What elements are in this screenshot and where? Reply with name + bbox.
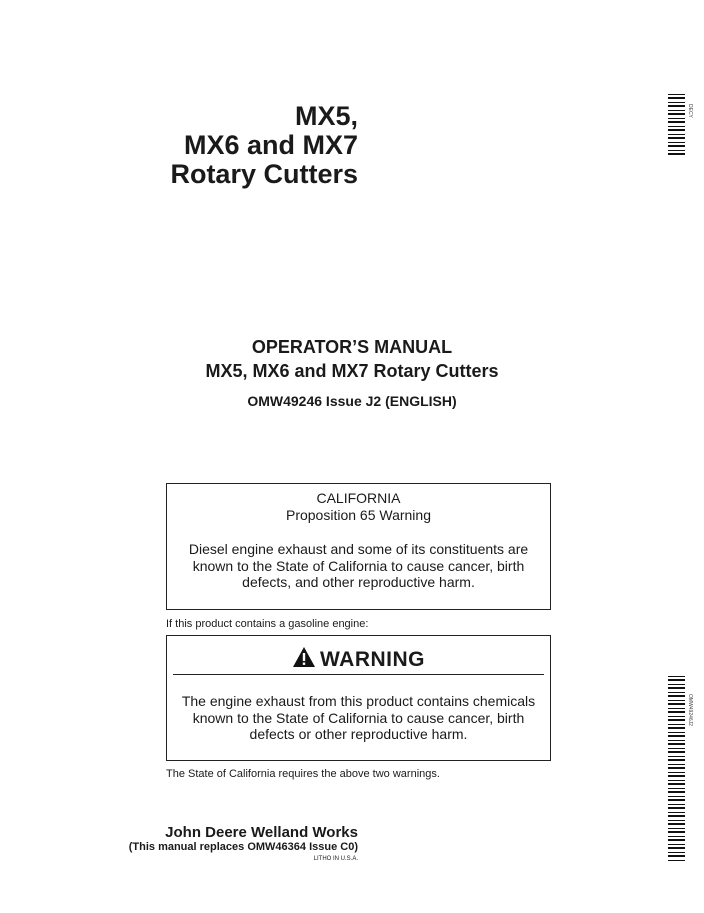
- barcode-stripe: [668, 684, 685, 685]
- barcode-stripe: [668, 823, 685, 825]
- barcode-stripe: [668, 839, 685, 841]
- barcode-stripe: [668, 783, 685, 785]
- barcode-stripe: [668, 748, 685, 749]
- title-line-2: MX6 and MX7: [183, 130, 358, 160]
- barcode-stripe: [668, 708, 685, 709]
- barcode-stripe: [668, 788, 685, 789]
- barcode-stripe: [668, 759, 685, 761]
- barcode-stripe: [668, 780, 685, 781]
- barcode-stripe: [668, 828, 685, 829]
- litho-note: LITHO IN U.S.A.: [313, 856, 358, 862]
- barcode-stripe: [668, 847, 685, 849]
- barcode-stripe: [668, 129, 685, 131]
- barcode-stripe: [668, 134, 685, 135]
- barcode-stripe: [668, 836, 685, 837]
- title-line-1: MX5,: [294, 101, 358, 131]
- barcode-stripe: [668, 145, 685, 147]
- barcode-stripe: [668, 767, 685, 769]
- barcode-stripe: [668, 775, 685, 777]
- barcode-stripe: [668, 703, 685, 705]
- prop65-subheading: Proposition 65 Warning: [285, 506, 431, 523]
- barcode-stripe: [668, 102, 685, 103]
- replaces-note: (This manual replaces OMW46364 Issue C0): [128, 841, 358, 853]
- barcode-stripe: [668, 695, 685, 697]
- barcode-stripe: [668, 855, 685, 857]
- barcode-stripe: [668, 743, 685, 745]
- barcode-stripe: [668, 740, 685, 741]
- barcode-stripe: [668, 820, 685, 821]
- barcode-stripe: [668, 121, 685, 123]
- barcode-stripe: [668, 137, 685, 139]
- barcode-stripe: [668, 812, 685, 813]
- barcode-stripe: [668, 807, 685, 809]
- barcode-stripe: [668, 97, 685, 99]
- prop65-heading: CALIFORNIA: [316, 490, 401, 506]
- barcode-stripe: [668, 110, 685, 111]
- barcode-stripe: [668, 804, 685, 805]
- barcode-stripe: [668, 756, 685, 757]
- title-line-3: Rotary Cutters: [170, 159, 358, 189]
- barcode-stripe: [668, 679, 685, 681]
- barcode-stripe: [668, 732, 685, 733]
- warning-body: The engine exhaust from this product contains chemicals known to the State of California to cause cancer, birth defects or other reproductive harm.: [181, 693, 536, 742]
- barcode-stripe: [668, 799, 685, 801]
- state-note: The State of California requires the above two warnings.: [166, 768, 440, 780]
- warning-triangle-icon: [292, 646, 316, 668]
- barcode-stripe: [668, 852, 685, 853]
- barcode-stripe: [668, 700, 685, 701]
- barcode-stripe: [668, 791, 685, 793]
- bottom-barcode-digits: OMW49246J2: [687, 694, 693, 726]
- barcode-stripe: [668, 727, 685, 729]
- barcode-stripe: [668, 113, 685, 115]
- barcode-stripe: [668, 676, 685, 677]
- manual-heading: OPERATOR’S MANUAL: [251, 337, 453, 357]
- bottom-barcode: [668, 676, 693, 862]
- barcode-stripe: [668, 150, 685, 151]
- barcode-stripe: [668, 735, 685, 737]
- barcode-stripe: [668, 153, 685, 155]
- barcode-stripe: [668, 692, 685, 693]
- warning-header: [173, 646, 544, 675]
- top-barcode-digits: DECY: [687, 104, 693, 118]
- barcode-stripe: [668, 844, 685, 845]
- prop65-warning-box: [166, 483, 551, 610]
- gasoline-warning-box: [166, 635, 551, 761]
- top-barcode: [668, 94, 693, 158]
- barcode-stripe: [668, 724, 685, 725]
- barcode-stripe: [668, 831, 685, 833]
- gasoline-note: If this product contains a gasoline engine:: [166, 618, 369, 630]
- barcode-stripe: [668, 687, 685, 689]
- barcode-stripe: [668, 719, 685, 721]
- barcode-stripe: [668, 126, 685, 127]
- prop65-body: Diesel engine exhaust and some of its constituents are known to the State of California to cause cancer, birth defects, and other reproductive harm.: [188, 541, 529, 590]
- publisher: John Deere Welland Works: [165, 824, 358, 841]
- barcode-stripe: [668, 118, 685, 119]
- barcode-stripe: [668, 860, 685, 861]
- barcode-stripe: [668, 796, 685, 797]
- warning-label: WARNING: [320, 648, 425, 671]
- barcode-stripe: [668, 815, 685, 817]
- barcode-stripe: [668, 772, 685, 773]
- manual-subtitle: MX5, MX6 and MX7 Rotary Cutters: [205, 361, 499, 381]
- barcode-stripe: [668, 751, 685, 753]
- barcode-stripe: [668, 105, 685, 107]
- barcode-stripe: [668, 142, 685, 143]
- barcode-stripe: [668, 764, 685, 765]
- barcode-stripe: [668, 94, 685, 95]
- barcode-stripe: [668, 711, 685, 713]
- barcode-stripe: [668, 716, 685, 717]
- publication-number: OMW49246 Issue J2 (ENGLISH): [247, 393, 457, 409]
